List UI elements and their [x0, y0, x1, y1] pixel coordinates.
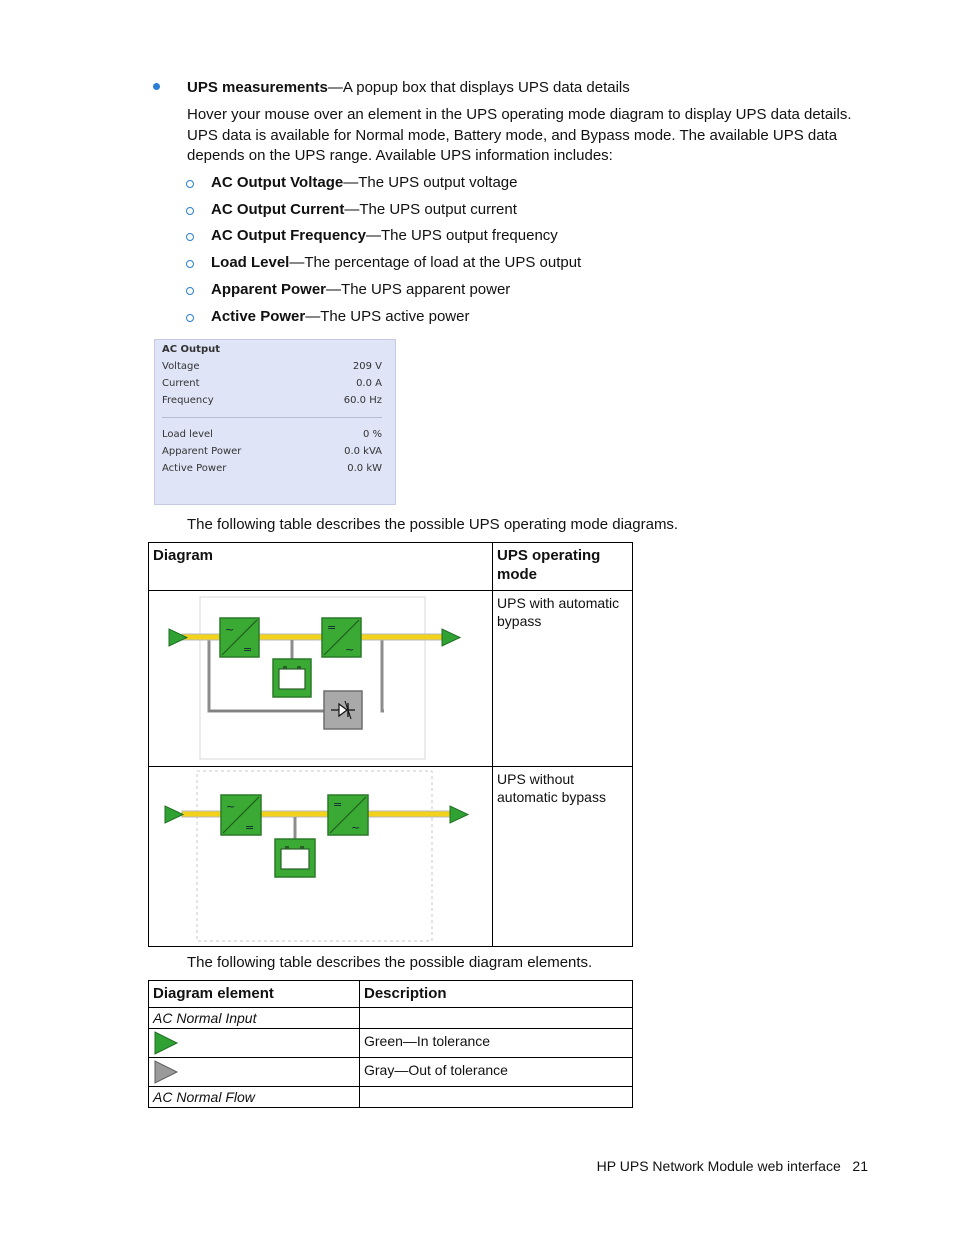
header-cell — [493, 543, 633, 591]
svg-text:=: = — [243, 643, 253, 656]
sub-item-term: AC Output Current — [211, 201, 345, 218]
sub-bullet-circle — [186, 180, 194, 188]
description-cell: Green—In tolerance — [360, 1029, 633, 1058]
popup-value: 0.0 kVA — [344, 446, 382, 457]
popup-value: 209 V — [352, 361, 382, 372]
bullet-term: UPS measurements — [187, 79, 328, 96]
svg-text:=: = — [245, 821, 255, 834]
description-cell — [360, 1008, 633, 1029]
element-cell — [149, 1029, 360, 1058]
element-cell — [149, 1058, 360, 1087]
ups-bypass-diagram — [149, 591, 491, 766]
sub-bullet-circle — [186, 260, 194, 268]
svg-text:=: = — [333, 798, 343, 811]
table-row — [149, 1087, 633, 1108]
page-footer — [597, 1158, 868, 1174]
popup-label: Load level — [162, 429, 213, 440]
table-row — [149, 1058, 633, 1087]
rectifier-icon — [221, 795, 261, 835]
element-cell: AC Normal Input — [149, 1008, 360, 1029]
intro-table2: The following table describes the possible diagram elements. — [187, 954, 593, 971]
table-row — [149, 591, 633, 767]
sub-item-term: AC Output Frequency — [211, 227, 367, 244]
sub-bullet-circle — [186, 287, 194, 295]
sub-item-term: Active Power — [211, 308, 306, 325]
popup-label: Current — [162, 378, 200, 389]
table-row — [149, 1029, 633, 1058]
battery-icon — [275, 839, 315, 877]
sub-item — [211, 280, 510, 300]
sub-item-desc: —The UPS output voltage — [343, 174, 518, 191]
mode-cell — [493, 591, 633, 767]
sub-item-desc: —The UPS apparent power — [326, 281, 511, 298]
paragraph-line-3: depends on the UPS range. Available UPS information includes: — [187, 147, 613, 164]
mode-line: UPS with automatic — [497, 595, 620, 611]
popup-row — [162, 393, 382, 409]
popup-label: Apparent Power — [162, 446, 242, 457]
header-mode-1: UPS operating — [497, 547, 601, 564]
header-cell — [149, 981, 360, 1008]
ac-output-popup — [154, 339, 396, 505]
header-description: Description — [364, 985, 447, 1002]
mode-line: UPS without — [497, 771, 575, 787]
table-row — [149, 767, 633, 947]
gray-arrow-icon — [153, 1060, 179, 1084]
bullet-dot — [153, 83, 160, 90]
intro-table1: The following table describes the possible UPS operating mode diagrams. — [187, 516, 679, 533]
header-cell — [149, 543, 493, 591]
sub-item-desc: —The UPS output current — [344, 201, 517, 218]
output-arrow-icon — [450, 806, 468, 823]
popup-row — [162, 376, 382, 392]
header-element: Diagram element — [153, 985, 274, 1002]
svg-text:~: ~ — [226, 800, 236, 813]
sub-item — [211, 307, 469, 327]
green-arrow-icon — [153, 1031, 179, 1055]
popup-value: 0.0 kW — [347, 463, 382, 474]
svg-text:~: ~ — [345, 643, 355, 656]
popup-divider — [162, 417, 382, 418]
sub-item-desc: —The UPS active power — [305, 308, 470, 325]
popup-label: Voltage — [162, 361, 200, 372]
header-diagram: Diagram — [153, 547, 214, 564]
diagram-cell — [149, 767, 493, 947]
paragraph-line-1: Hover your mouse over an element in the UPS operating mode diagram to display UPS data details. — [187, 106, 852, 123]
bullet-desc: —A popup box that displays UPS data details — [327, 79, 630, 96]
sub-bullet-circle — [186, 233, 194, 241]
paragraph-line-2: UPS data is available for Normal mode, Battery mode, and Bypass mode. The available UPS data — [187, 127, 838, 144]
sub-item-desc: —The UPS output frequency — [366, 227, 558, 244]
inverter-icon — [322, 618, 361, 657]
diagram-cell — [149, 591, 493, 767]
description-cell: Gray—Out of tolerance — [360, 1058, 633, 1087]
popup-row — [162, 444, 382, 460]
input-arrow-icon — [165, 806, 183, 823]
popup-label: Frequency — [162, 395, 214, 406]
diagram-elements-table — [148, 980, 633, 1108]
rectifier-icon — [220, 618, 259, 657]
page-number: 21 — [852, 1158, 868, 1174]
table-header-row — [149, 543, 633, 591]
sub-item — [211, 253, 581, 273]
sub-bullet-circle — [186, 314, 194, 322]
svg-text:~: ~ — [225, 623, 235, 636]
bullet-line — [187, 78, 630, 98]
element-cell: AC Normal Flow — [149, 1087, 360, 1108]
svg-text:~: ~ — [351, 821, 361, 834]
sub-bullet-circle — [186, 207, 194, 215]
popup-row — [162, 427, 382, 443]
popup-label: Active Power — [162, 463, 227, 474]
sub-item-term: AC Output Voltage — [211, 174, 344, 191]
battery-icon — [273, 659, 311, 697]
bypass-switch-icon — [324, 691, 362, 729]
mode-line: bypass — [497, 613, 542, 629]
popup-row — [162, 461, 382, 477]
header-cell — [360, 981, 633, 1008]
description-cell — [360, 1087, 633, 1108]
sub-item — [211, 226, 558, 246]
sub-item-term: Apparent Power — [211, 281, 327, 298]
mode-cell — [493, 767, 633, 947]
footer-title: HP UPS Network Module web interface — [596, 1158, 841, 1174]
mode-diagram-table — [148, 542, 633, 947]
sub-item — [211, 200, 517, 220]
sub-item-desc: —The percentage of load at the UPS output — [289, 254, 582, 271]
popup-title: AC Output — [162, 344, 221, 355]
sub-item-term: Load Level — [211, 254, 290, 271]
header-mode-2: mode — [497, 566, 538, 583]
popup-value: 0 % — [362, 429, 382, 440]
sub-item — [211, 173, 517, 193]
popup-value: 60.0 Hz — [343, 395, 382, 406]
input-arrow-icon — [169, 629, 187, 646]
table-row — [149, 1008, 633, 1029]
popup-row — [162, 359, 382, 375]
table-header-row — [149, 981, 633, 1008]
popup-value: 0.0 A — [356, 378, 382, 389]
inverter-icon — [328, 795, 368, 835]
output-arrow-icon — [442, 629, 460, 646]
mode-line: automatic bypass — [497, 789, 606, 805]
ups-no-bypass-diagram — [149, 767, 491, 946]
svg-text:=: = — [327, 621, 337, 634]
